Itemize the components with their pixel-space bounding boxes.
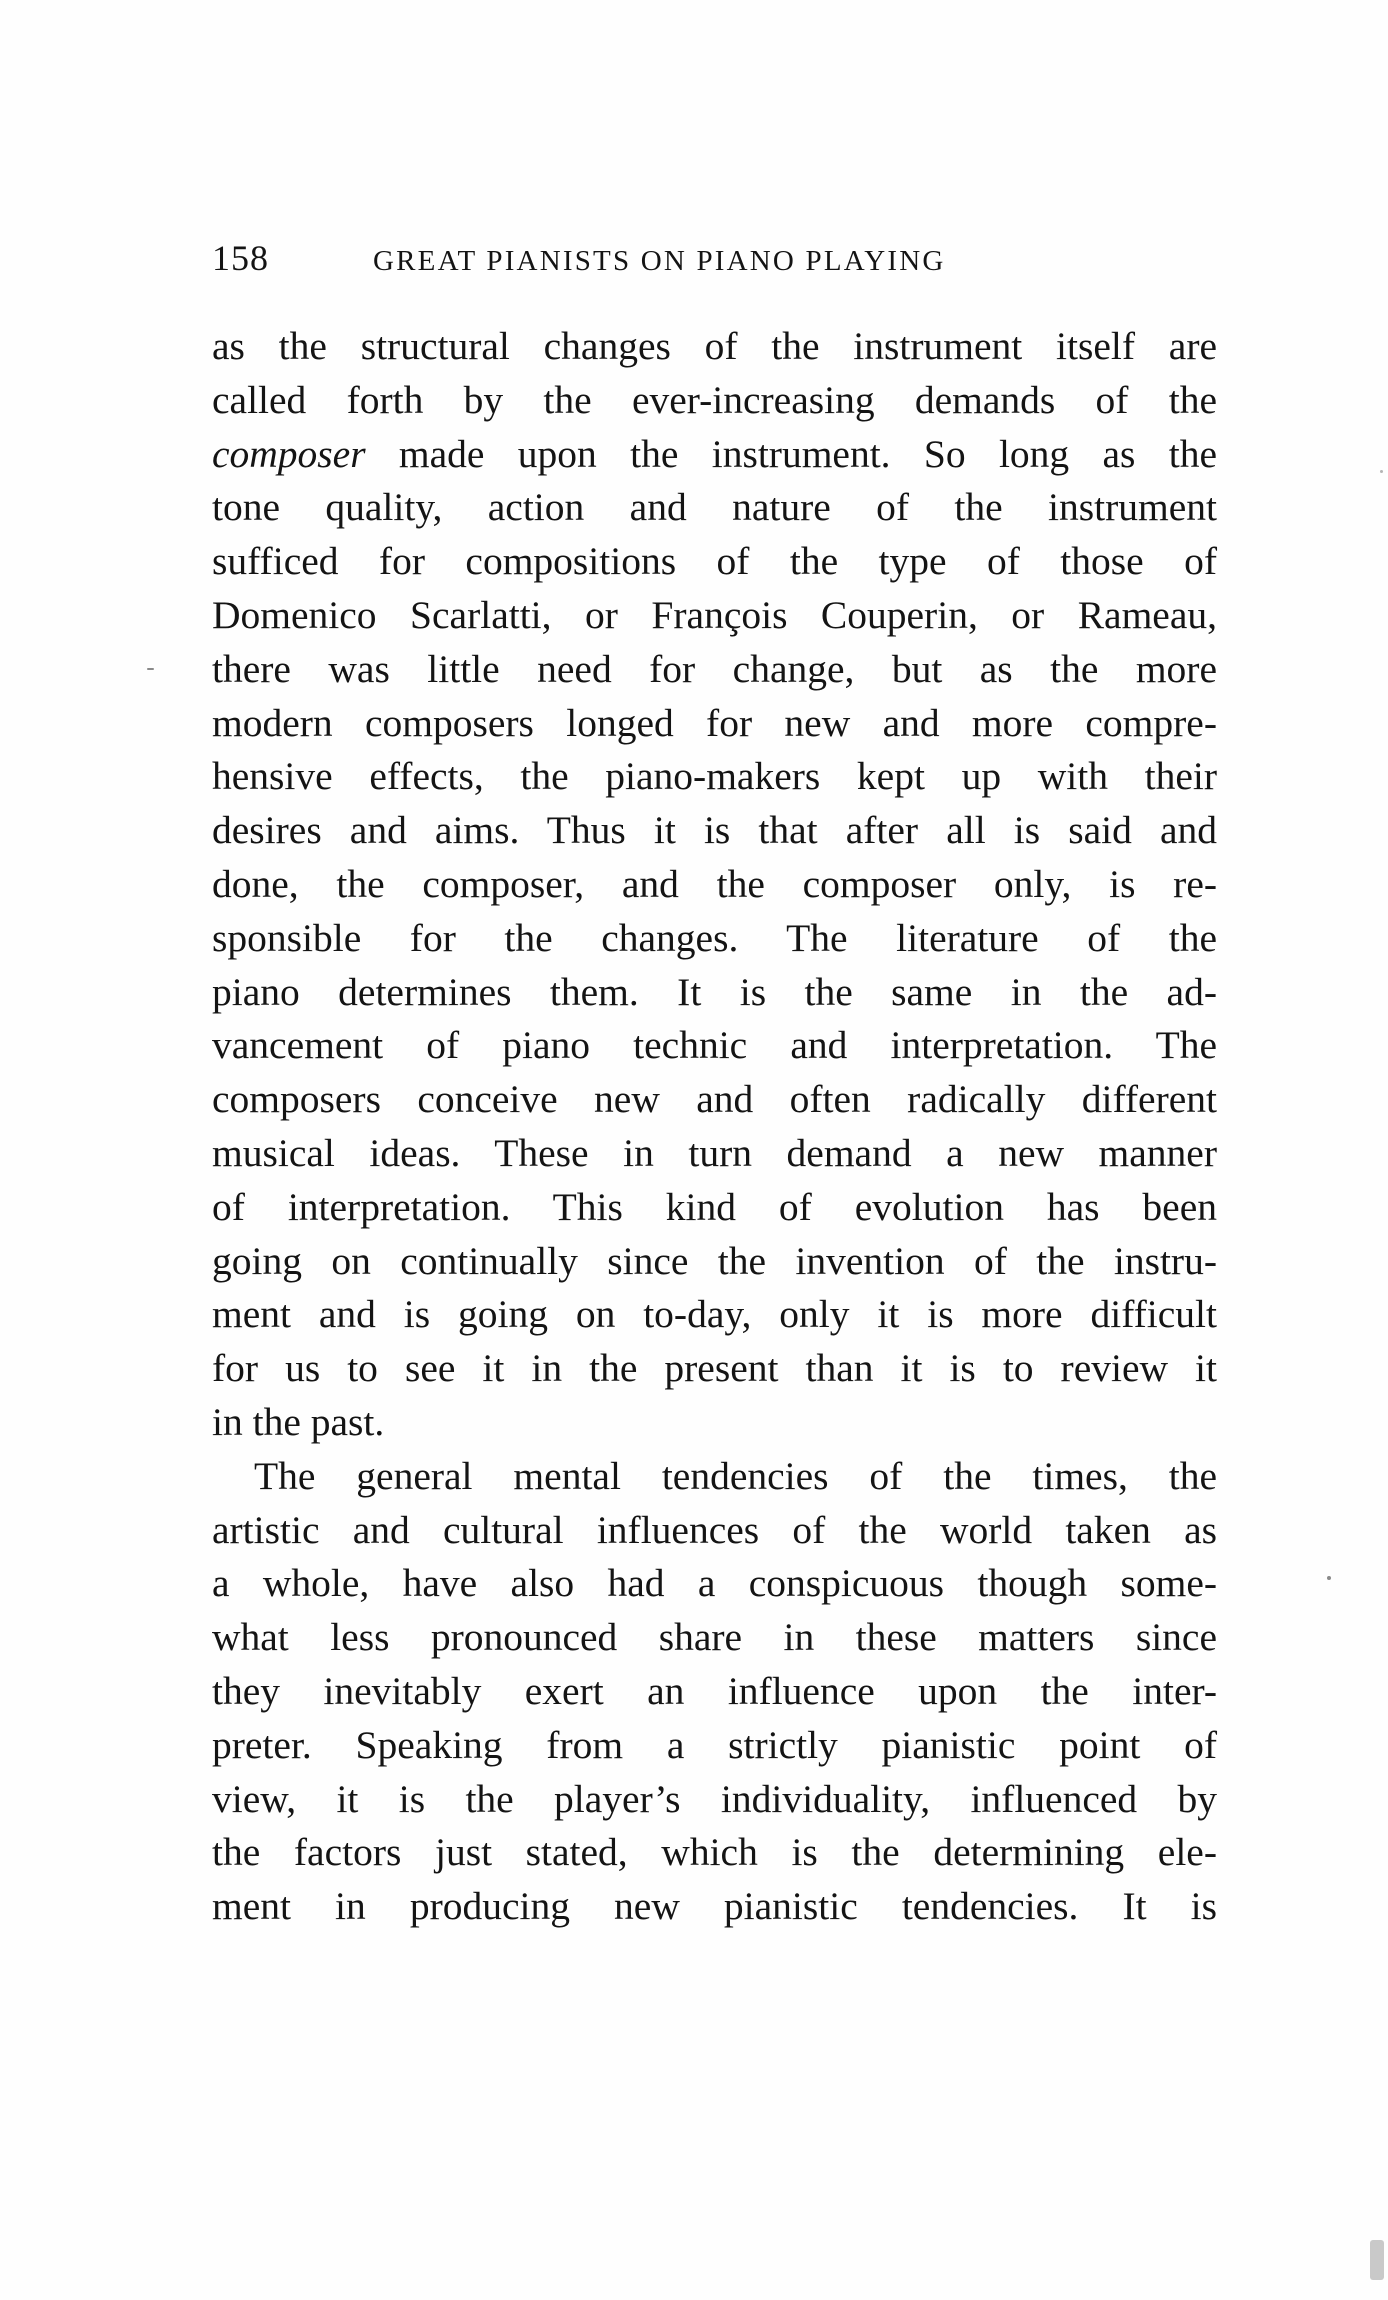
line-text: tone quality, action and nature of the instrument: [212, 485, 1217, 530]
text-line: [212, 643, 1217, 697]
text-line: [212, 1342, 1217, 1396]
line-text: for us to see it in the present than it is to review it: [212, 1346, 1217, 1391]
text-line: [212, 374, 1217, 428]
text-line: [212, 912, 1217, 966]
text-line: [212, 858, 1217, 912]
text-line: [212, 1504, 1217, 1558]
line-text: of interpretation. This kind of evolution has been: [212, 1184, 1217, 1229]
text-line: [212, 1719, 1217, 1773]
running-title: GREAT PIANISTS ON PIANO PLAYING: [373, 245, 946, 277]
text-line: [212, 1019, 1217, 1073]
line-text: musical ideas. These in turn demand a new manner: [212, 1130, 1217, 1175]
line-text: hensive effects, the piano-makers kept up with their: [212, 754, 1217, 799]
scan-speck: [1327, 1576, 1331, 1580]
paragraph: [212, 320, 1217, 1450]
line-text: going on continually since the invention of the instru-: [212, 1238, 1217, 1283]
scan-speck: [1380, 470, 1383, 473]
line-text: vancement of piano technic and interpretation. The: [212, 1023, 1217, 1068]
line-text: ment in producing new pianistic tendencies. It is: [212, 1884, 1217, 1929]
text-line: [212, 1073, 1217, 1127]
line-text: view, it is the player’s individuality, influenced by: [212, 1776, 1217, 1821]
text-line: [212, 1450, 1217, 1504]
line-text: The general mental tendencies of the times, the: [254, 1453, 1217, 1498]
line-text: as the structural changes of the instrument itself are: [212, 324, 1217, 368]
text-line: [212, 1288, 1217, 1342]
text-line: [212, 428, 1217, 482]
line-text: there was little need for change, but as the more: [212, 646, 1217, 691]
line-text: what less pronounced share in these matters since: [212, 1615, 1217, 1660]
line-text: composers conceive new and often radically different: [212, 1077, 1217, 1122]
line-text: made upon the instrument. So long as the: [365, 431, 1217, 476]
body-text: [212, 320, 1217, 1934]
line-text: modern composers longed for new and more compre-: [212, 700, 1217, 745]
paragraph: [212, 1450, 1217, 1934]
scan-speck: [1370, 2240, 1384, 2280]
page-number: 158: [212, 238, 269, 278]
text-line: [212, 1880, 1217, 1934]
text-line: [212, 697, 1217, 751]
line-text: called forth by the ever-increasing demands of the: [212, 377, 1217, 422]
text-line: [212, 1396, 1217, 1450]
line-text: the factors just stated, which is the determining ele-: [212, 1830, 1217, 1875]
line-text: done, the composer, and the composer only, is re-: [212, 861, 1217, 906]
text-line: [212, 966, 1217, 1020]
text-line: [212, 1127, 1217, 1181]
text-line: [212, 804, 1217, 858]
text-line: [212, 1826, 1217, 1880]
scan-speck: [147, 668, 154, 670]
text-line: [212, 1665, 1217, 1719]
running-head: [212, 232, 1212, 284]
italic-word: composer: [212, 431, 366, 476]
line-text: desires and aims. Thus it is that after all is said and: [212, 808, 1217, 853]
line-text: ment and is going on to-day, only it is more difficult: [212, 1292, 1217, 1337]
text-line: [212, 481, 1217, 535]
text-line: [212, 320, 1217, 374]
line-text: a whole, have also had a conspicuous though some-: [212, 1561, 1217, 1606]
line-text: they inevitably exert an influence upon the inter-: [212, 1668, 1217, 1713]
line-text: Domenico Scarlatti, or François Couperin, or Rameau,: [212, 592, 1217, 637]
text-line: [212, 750, 1217, 804]
text-line: [212, 1557, 1217, 1611]
text-line: [212, 1181, 1217, 1235]
line-text: in the past.: [212, 1399, 385, 1444]
text-line: [212, 1235, 1217, 1289]
line-text: piano determines them. It is the same in the ad-: [212, 969, 1217, 1014]
line-text: artistic and cultural influences of the world taken as: [212, 1507, 1217, 1552]
text-line: [212, 535, 1217, 589]
line-text: preter. Speaking from a strictly pianistic point of: [212, 1722, 1217, 1767]
line-text: sufficed for compositions of the type of those of: [212, 539, 1217, 584]
line-text: sponsible for the changes. The literature of the: [212, 915, 1217, 960]
text-line: [212, 1611, 1217, 1665]
text-line: [212, 1773, 1217, 1827]
text-line: [212, 589, 1217, 643]
